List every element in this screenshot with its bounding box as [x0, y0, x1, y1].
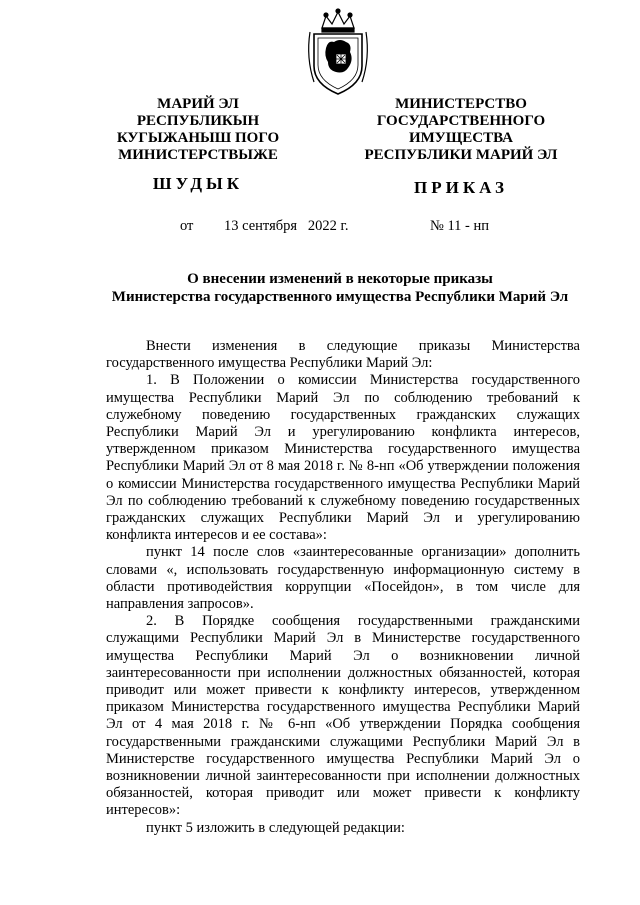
body-paragraph: пункт 5 изложить в следующей редакции:: [146, 819, 405, 836]
header-left-line: МИНИСТЕРСТВЫЖЕ: [118, 147, 278, 163]
coat-of-arms-emblem: [304, 8, 372, 96]
doc-type-russian: ПРИКАЗ: [414, 178, 508, 197]
body-paragraph: 2. В Порядке сообщения государственными гражданскими служащими Республики Марий Эл в Министерстве государственного имущества Республики Марий Эл о возникновении личной заинтересованности при исполнении должностных обязанностей, которая приводит или может привести к конфликту интересов, утвержденном приказом Министерства государственного имущества Республики Марий Эл от 4 мая 2018 г. № 6-нп «Об утверждении Порядка сообщения государственными гражданскими служащими Республики Марий Эл в Министерстве государственного имущества Республики Марий Эл о возникновении личной заинтересованности при исполнении должностных обязанностей, которая приводит или может привести к конфликту интересов»:: [106, 613, 580, 819]
header-right-ministry-name: [352, 96, 570, 164]
document-title: [60, 270, 620, 306]
header-right-line: ГОСУДАРСТВЕННОГО: [376, 113, 546, 129]
doc-type-mari: ШУДЫК: [152, 174, 244, 193]
header-left-line: КУГЫЖАНЫШ ПОГО: [116, 130, 280, 146]
header-left-line: РЕСПУБЛИКЫН: [136, 113, 260, 129]
header-right-line: МИНИСТЕРСТВО: [395, 96, 527, 112]
document-date: 13 сентября 2022 г.: [224, 218, 349, 234]
header-right-line: РЕСПУБЛИКИ МАРИЙ ЭЛ: [364, 147, 558, 163]
header-left-ministry-name: [98, 96, 298, 164]
body-paragraph: пункт 14 после слов «заинтересованные организации» дополнить словами «, использовать государственную информационную систему в области противодействия коррупции «Посейдон», в том числе для направления запросов».: [106, 544, 580, 613]
document-number: № 11 - нп: [430, 218, 490, 234]
document-body: [106, 338, 580, 837]
header-left-line: МАРИЙ ЭЛ: [157, 96, 239, 112]
date-prefix: от: [180, 218, 194, 234]
header-right-line: ИМУЩЕСТВА: [408, 130, 514, 146]
body-paragraph: Внести изменения в следующие приказы Министерства государственного имущества Республики Марий Эл:: [106, 338, 580, 372]
body-paragraph: 1. В Положении о комиссии Министерства государственного имущества Республики Марий Эл по соблюдению требований к служебному поведению государственных гражданских служащих Республики Марий Эл и урегулированию конфликта интересов, утвержденном приказом Министерства государственного имущества Республики Марий Эл от 8 мая 2018 г. № 8-нп «Об утверждении положения о комиссии Министерства государственного имущества Республики Марий Эл по соблюдению требований к служебному поведению государственных гражданских служащих Республики Марий Эл и урегулированию конфликта интересов и ее состава»:: [106, 372, 580, 544]
title-line: Министерства государственного имущества Республики Марий Эл: [111, 289, 569, 305]
title-line: О внесении изменений в некоторые приказы: [187, 271, 493, 287]
